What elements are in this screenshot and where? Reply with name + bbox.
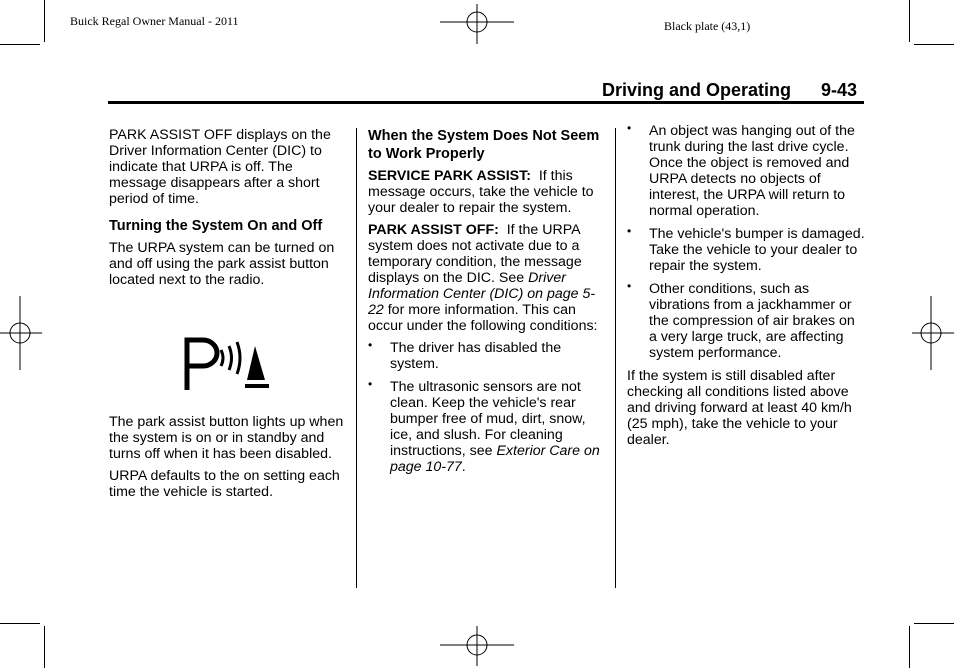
list-item [627, 123, 865, 219]
subheading-turning-on-off: Turning the System On and Off [109, 218, 323, 234]
subheading-not-working: When the System Does Not Seem to Work Properly [368, 128, 600, 162]
bullet-glyph: • [627, 224, 632, 238]
paragraph: PARK ASSIST OFF displays on the Driver Information Center (DIC) to indicate that URPA is off. The message disappears after a short period of time. [109, 127, 331, 207]
crop-mark-bl-h [0, 623, 40, 624]
page-number: 9-43 [821, 80, 858, 100]
crop-mark-tr-h [914, 44, 954, 45]
list-item-end: . [461, 459, 466, 475]
registration-mark-bottom [440, 626, 514, 666]
list-item-text: The vehicle's bumper is damaged. Take the vehicle to your dealer to repair the system. [649, 226, 865, 274]
crop-mark-tl-v [44, 0, 45, 42]
registration-mark-top [440, 4, 514, 44]
crop-mark-tl-h [0, 44, 40, 45]
list-item [627, 226, 865, 274]
paragraph: The park assist button lights up when the system is on or in standby and turns off when it has been disabled. [109, 414, 344, 462]
crop-mark-br-h [914, 623, 954, 624]
crop-mark-bl-v [44, 626, 45, 668]
registration-mark-right [912, 296, 954, 370]
paragraph [368, 168, 608, 216]
park-assist-off-text-end: for more information. This can occur under the following conditions: [368, 302, 598, 334]
column-divider-2 [615, 128, 616, 588]
section-title: Driving and Operating [602, 80, 792, 100]
paragraph: URPA defaults to the on setting each time the vehicle is started. [109, 468, 340, 500]
list-item-text: An object was hanging out of the trunk during the last drive cycle. Once the object is removed and URPA detects no objects of interest, the URPA will return to normal operation. [649, 123, 855, 219]
list-item [368, 340, 608, 372]
park-assist-icon [109, 294, 349, 414]
service-park-assist-text: If this message occurs, take the vehicle to your dealer to repair the system. [368, 168, 594, 216]
park-assist-off-label: PARK ASSIST OFF: [368, 222, 499, 238]
list-item-text: The ultrasonic sensors are not clean. Keep the vehicle's rear bumper free of mud, dirt, snow, ice, and slush. For cleaning instructions, see [390, 379, 586, 459]
exterior-care-reference: Exterior Care on page 10-77 [390, 443, 600, 475]
column-3 [627, 123, 865, 454]
list-item [627, 281, 865, 361]
plate-label: Black plate (43,1) [664, 19, 751, 33]
column-1 [109, 127, 349, 506]
paragraph: The URPA system can be turned on and off using the park assist button located next to the radio. [109, 240, 335, 288]
crop-mark-tr-v [909, 0, 910, 42]
list-item-text: Other conditions, such as vibrations from a jackhammer or the compression of air brakes on a very large truck, are affecting system performance. [649, 281, 855, 361]
list-item-text: The driver has disabled the system. [390, 340, 562, 372]
dic-reference: Driver Information Center (DIC) on page 5-22 [368, 270, 596, 318]
paragraph: If the system is still disabled after checking all conditions listed above and driving forward at least 40 km/h (25 mph), take the vehicle to your dealer. [627, 368, 852, 448]
park-assist-off-text: If the URPA system does not activate due to a temporary condition, the message displays on the DIC. See [368, 222, 582, 286]
section-header [602, 80, 857, 101]
paragraph [368, 222, 608, 334]
service-park-assist-label: SERVICE PARK ASSIST: [368, 168, 531, 184]
bullet-glyph: • [627, 121, 632, 135]
bullet-glyph: • [368, 377, 373, 391]
bullet-glyph: • [368, 338, 373, 352]
column-2 [368, 127, 608, 482]
column-divider-1 [356, 128, 357, 588]
header-rule [108, 101, 864, 104]
park-assist-symbol [181, 334, 281, 394]
crop-mark-br-v [909, 626, 910, 668]
registration-mark-left [0, 296, 42, 370]
manual-title: Buick Regal Owner Manual - 2011 [70, 14, 239, 28]
list-item [368, 379, 608, 475]
bullet-glyph: • [627, 279, 632, 293]
